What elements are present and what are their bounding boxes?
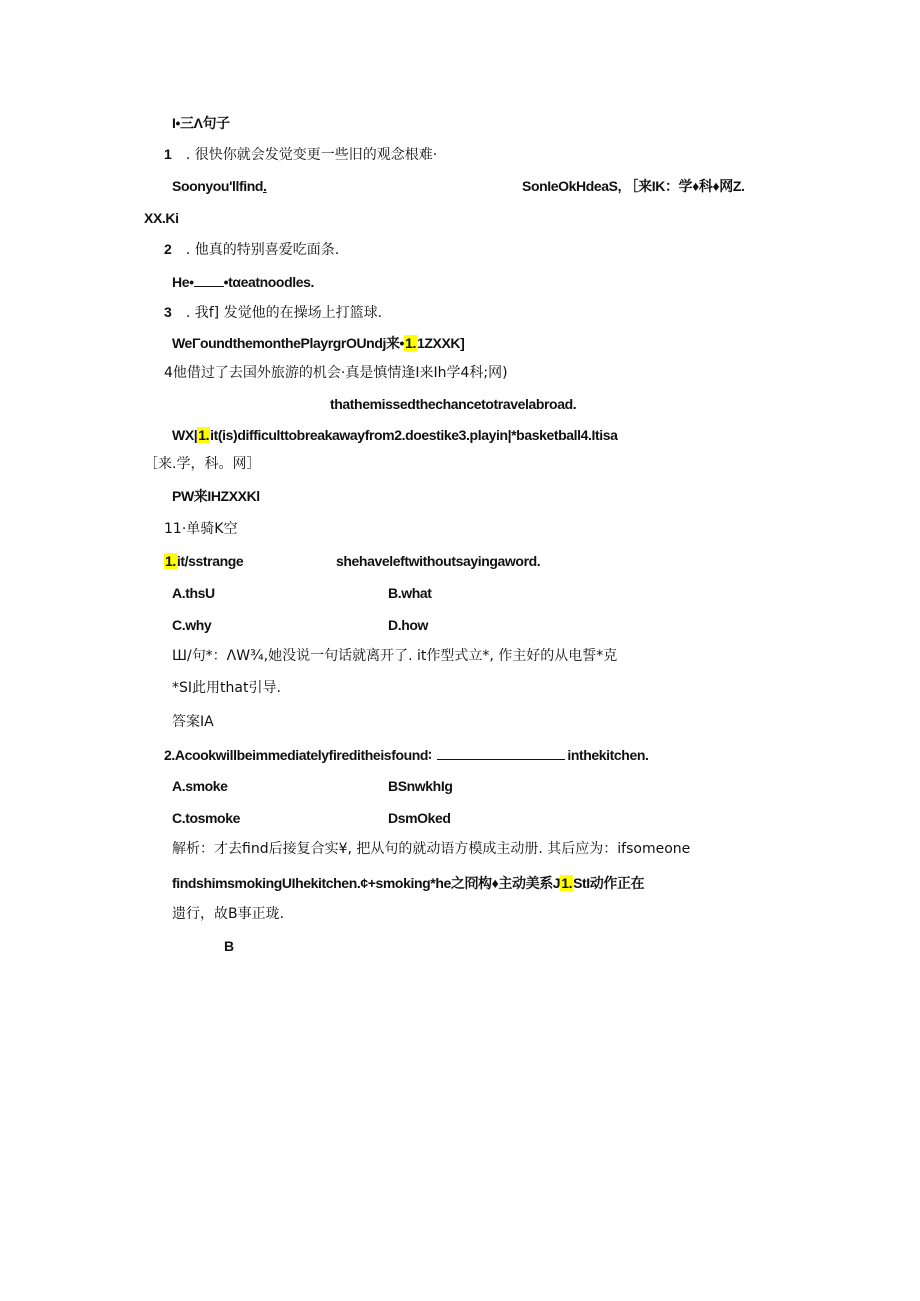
- q1-answer-left: [172, 177, 267, 195]
- s2-q1-stem-a: it/sstrange: [176, 553, 244, 569]
- s2-q2-analysis3-text: 遗行，故B事正珑.: [172, 906, 285, 922]
- q1-answer-right-text: SonIeOkHdeaS, ［来IK：学♦科♦网Z.: [522, 178, 745, 194]
- s2-q2-stem-a: 2.Acookwillbeimmediatelyfiredit: [164, 747, 365, 763]
- q2-prompt: [164, 240, 339, 259]
- s2-q1-option-c: [172, 616, 211, 634]
- s2-q1-stem-b: shehaveleftwithoutsayingaword.: [336, 553, 541, 569]
- s2-q1-analysis1-text: Ш/句*：ΛW¾,她没说一句话就离开了. it作型式立*, 作主好的从电誓*克: [172, 648, 618, 664]
- s2-q1-option-a-text: A.thsU: [172, 585, 215, 601]
- s2-q2-option-c-text: C.tosmoke: [172, 810, 240, 826]
- q3-prompt: [164, 303, 382, 322]
- s2-q2-option-a-text: A.smoke: [172, 778, 228, 794]
- answers-source2-text: PW来IHZXXKl: [172, 488, 260, 504]
- s2-q2-stem: [164, 745, 648, 764]
- q3-answer-a: WeΓoundthemonthePlayrgrOUndj来•: [172, 335, 405, 351]
- s2-q2-analysis-line2: [172, 874, 644, 893]
- s2-q2-analysis-line3: [172, 905, 284, 923]
- q2-prompt-text: . 他真的特别喜爱吃面条.: [185, 242, 340, 258]
- s2-q1-option-c-text: C.why: [172, 617, 212, 633]
- s2-q1-answer: [172, 713, 214, 731]
- s2-q2-option-c: [172, 809, 240, 827]
- s2-q2-blank: [437, 745, 565, 760]
- q1-answer-blank: .: [263, 178, 267, 194]
- q4-prompt: [164, 364, 508, 382]
- q1-answer-left-text: Soonyou'llfind: [172, 178, 264, 194]
- q2-answer-a: He•: [172, 274, 194, 290]
- s2-q1-analysis-line2: [172, 679, 281, 697]
- q3-number: 3: [164, 304, 172, 320]
- q1-answer-cont-text: XX.Ki: [144, 210, 179, 226]
- section1-answers: [172, 426, 618, 444]
- s2-q1-option-b: [388, 584, 432, 602]
- q4-answer: [330, 395, 576, 413]
- answers-prefix: WX|: [172, 427, 198, 443]
- s2-q2-option-a: [172, 777, 228, 795]
- s2-q1-highlight: 1.: [165, 553, 176, 569]
- s2-q1-analysis2-text: *SI此用that引导.: [172, 680, 281, 696]
- q2-blank: [194, 272, 224, 287]
- q4-answer-text: thathemissedthechancetotravelabroad.: [330, 396, 577, 412]
- s2-q1-stem-left: [164, 552, 243, 570]
- q4-prompt-text: 4他借过了去国外旅游的机会·真是慎情逢I来Ih学4科;网): [164, 365, 508, 381]
- section1-heading-text: I•三Λ句子: [172, 115, 230, 131]
- q1-answer-right: [522, 177, 744, 195]
- section1-heading: [172, 114, 230, 132]
- answers-highlight: 1.: [198, 427, 210, 443]
- q1-answer-cont: [144, 209, 179, 227]
- s2-q2-analysis1-text: 解析：才去find后接复合实¥, 把从句的就动语方模成主动册. 其后应为：ifsomeone: [172, 841, 691, 857]
- s2-q2-stem-c: inthekitchen.: [567, 747, 649, 763]
- s2-q2-analysis2-b: StI动作正在: [573, 875, 645, 891]
- q2-number: 2: [164, 241, 172, 257]
- q1-number: 1: [164, 146, 172, 162]
- s2-q2-analysis2-a: findshimsmokingUIhekitchen.¢+smoking*he之冏构♦主动美系J: [172, 875, 561, 891]
- q3-answer: [172, 334, 464, 352]
- s2-q1-stem-right: [336, 552, 540, 570]
- s2-q1-option-d: [388, 616, 428, 634]
- answers-text: it(is)difficulttobreakawayfrom2.doestike3.playin|*basketball4.Itisa: [210, 427, 618, 443]
- section2-heading: [164, 520, 237, 538]
- s2-q1-analysis-line1: [172, 647, 617, 665]
- s2-q2-stem-b: heisfound: [364, 747, 429, 763]
- s2-q2-answer: [224, 937, 234, 955]
- s2-q2-analysis2-highlight: 1.: [561, 875, 573, 891]
- s2-q2-analysis-line1: [172, 840, 690, 858]
- answers-source-text: ［来.学，科。网］: [144, 456, 261, 472]
- q3-answer-b: 1ZXXK]: [416, 335, 465, 351]
- s2-q2-option-b-text: BSnwkhIg: [388, 778, 453, 794]
- s2-q1-option-a: [172, 584, 215, 602]
- s2-q2-option-d: [388, 809, 451, 827]
- q2-answer: [172, 272, 314, 291]
- answers-source2: [172, 487, 260, 505]
- section2-heading-text: 11·单骑K空: [164, 521, 238, 537]
- q2-answer-b: •tαeatnoodles.: [223, 274, 314, 290]
- q1-prompt-text: . 很快你就会发觉变更一些旧的观念根难·: [185, 147, 438, 163]
- s2-q2-option-d-text: DsmOked: [388, 810, 451, 826]
- answers-source: [144, 455, 260, 473]
- q3-highlight: 1.: [405, 335, 416, 351]
- s2-q1-answer-text: 答案IA: [172, 714, 214, 730]
- s2-q1-option-d-text: D.how: [388, 617, 428, 633]
- q3-prompt-text: . 我f] 发觉他的在操场上打篮球.: [185, 305, 383, 321]
- s2-q2-colon: ∶: [428, 747, 432, 763]
- s2-q1-option-b-text: B.what: [388, 585, 432, 601]
- q1-prompt: [164, 145, 437, 164]
- s2-q2-option-b: [388, 777, 452, 795]
- s2-q2-answer-text: B: [224, 938, 234, 954]
